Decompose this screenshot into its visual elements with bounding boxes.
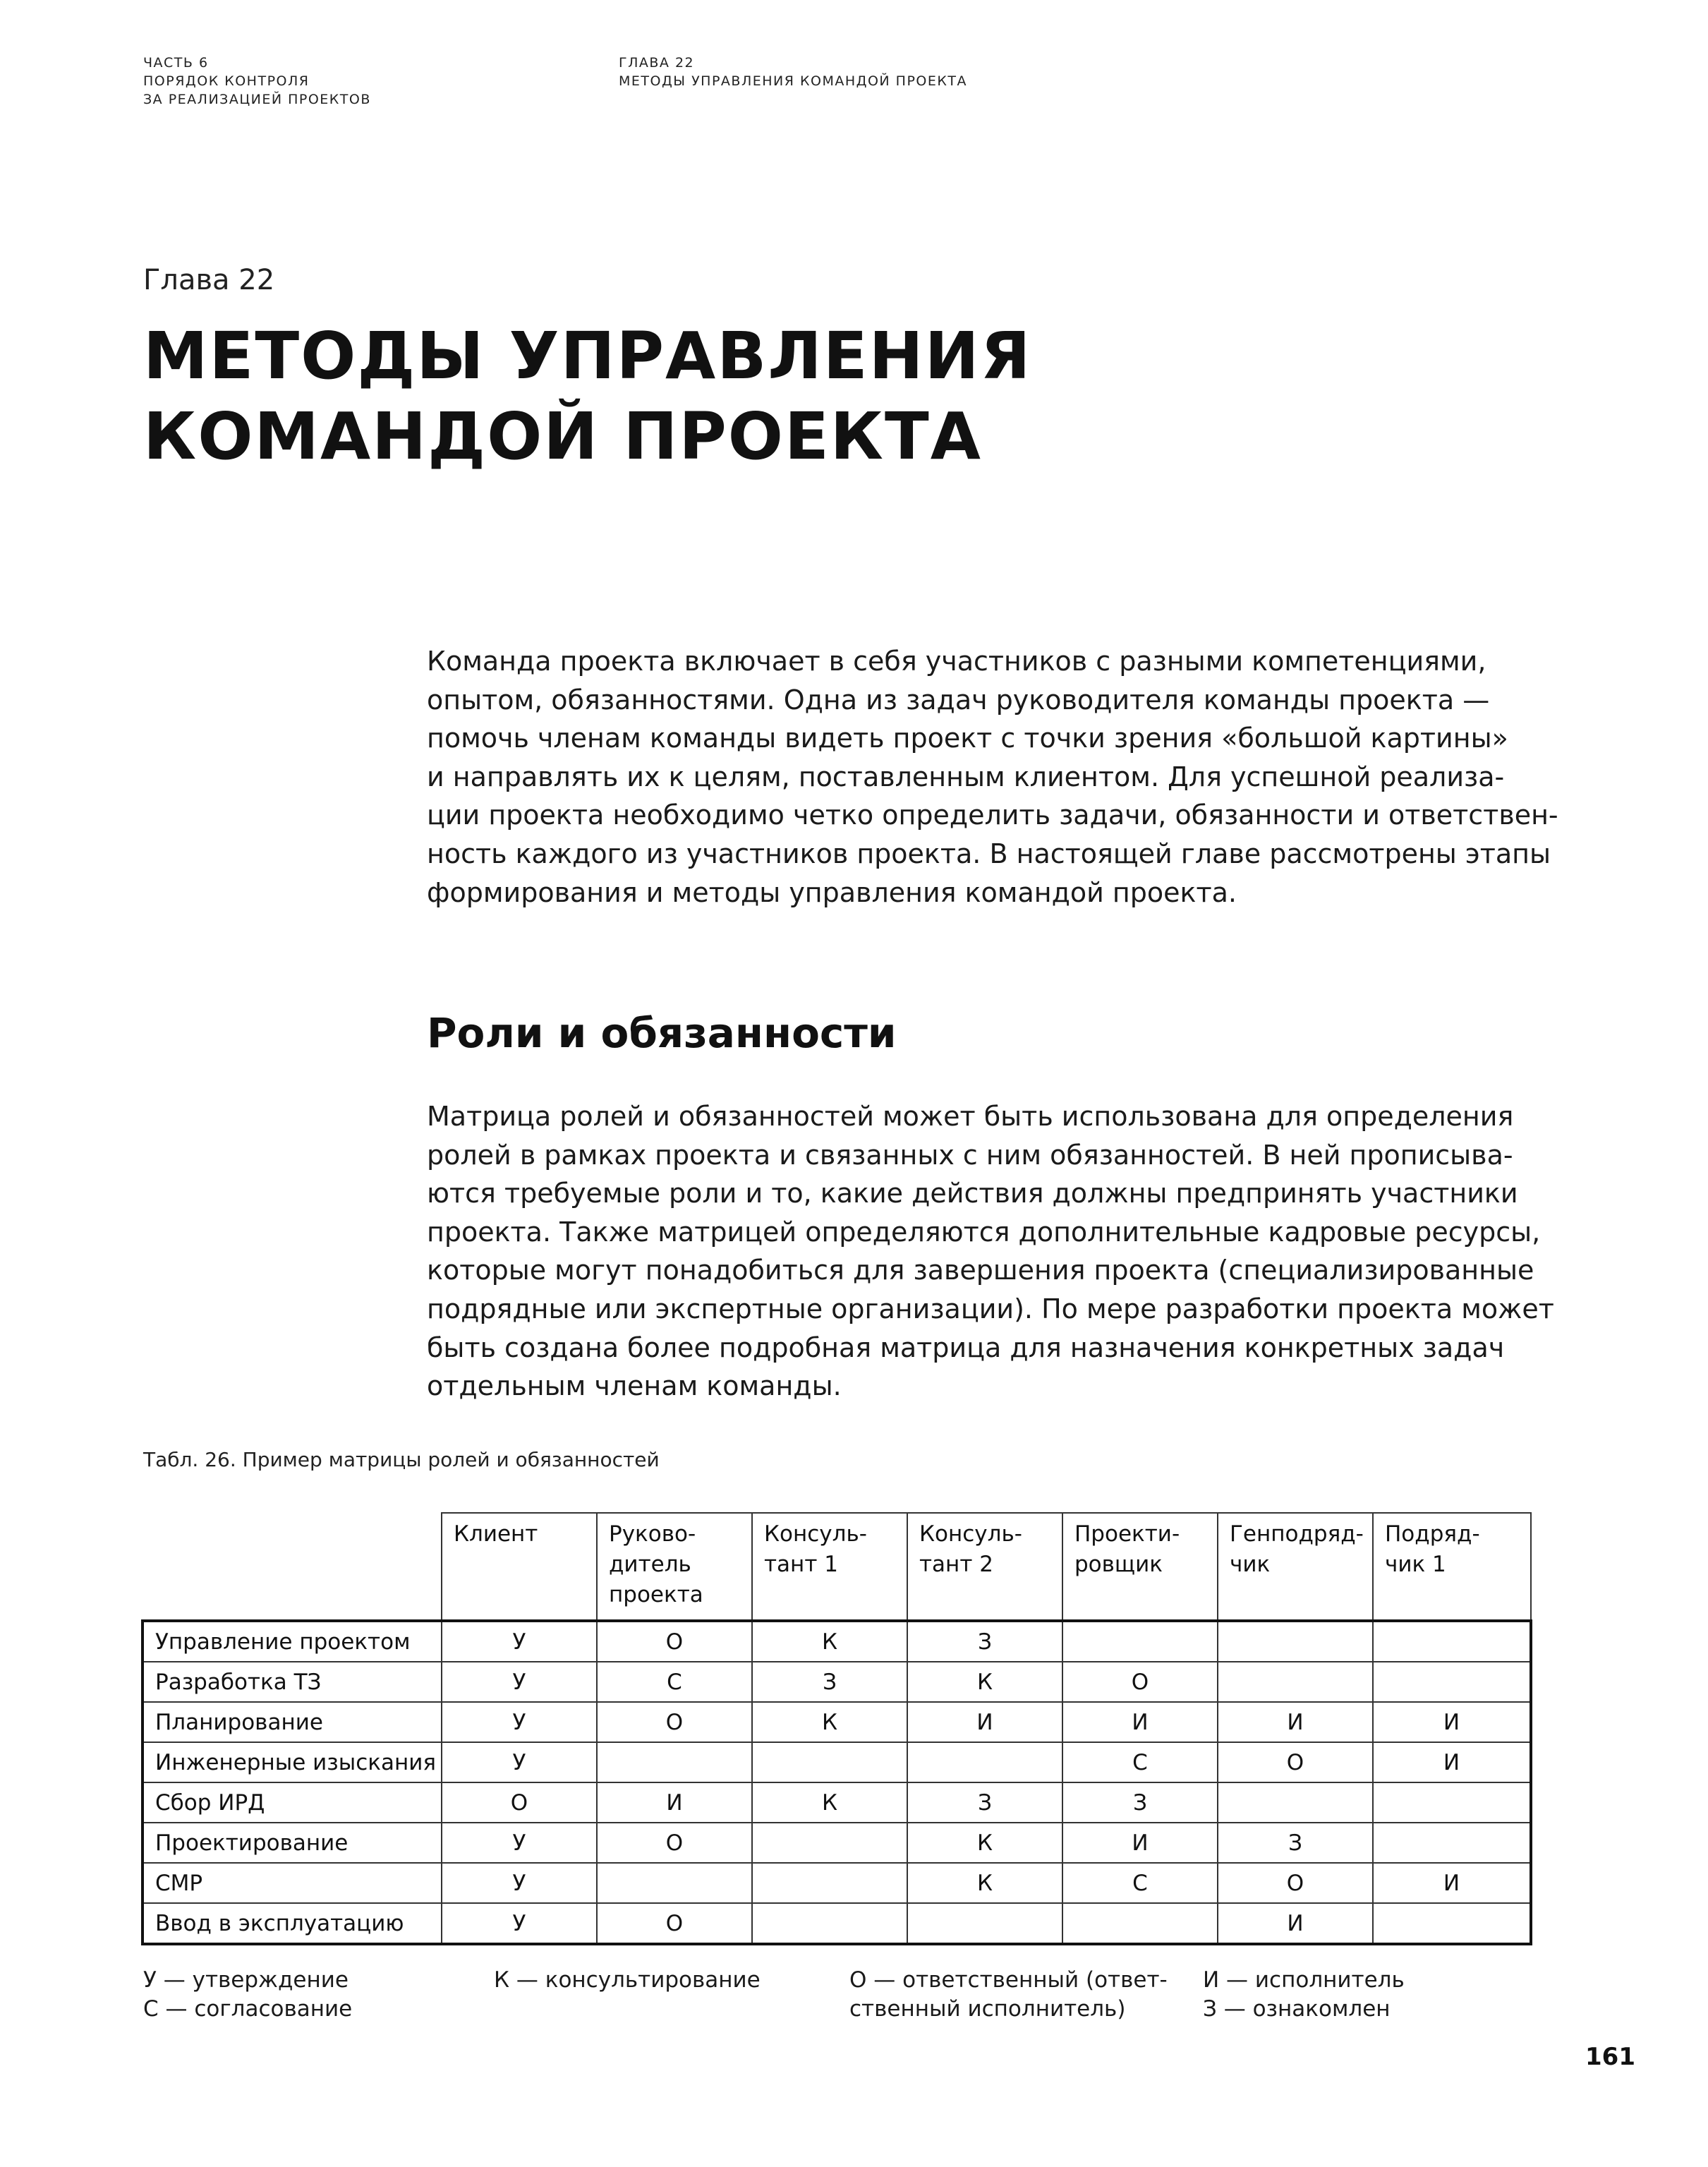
text-line: ность каждого из участников проекта. В настоящей главе рассмотрены этапы <box>427 838 1551 869</box>
running-header-part <box>143 54 371 109</box>
text-line: формирования и методы управления командой проекта. <box>427 876 1237 908</box>
header-line: ЧАСТЬ 6 <box>143 55 209 71</box>
text-line: быть создана более подробная матрица для назначения конкретных задач <box>427 1332 1505 1363</box>
table-cell: И <box>1373 1863 1531 1903</box>
table-cell <box>752 1823 907 1863</box>
row-label: Разработка ТЗ <box>143 1662 442 1702</box>
table-cell: З <box>1062 1782 1218 1823</box>
table-cell: К <box>752 1702 907 1742</box>
section-heading: Роли и обязанности <box>427 1009 897 1057</box>
table-cell: З <box>907 1782 1062 1823</box>
table-cell: У <box>442 1742 597 1782</box>
text-line: ются требуемые роли и то, какие действия должны предпринять участники <box>427 1178 1518 1209</box>
table-cell: С <box>1062 1742 1218 1782</box>
legend-item: ственный исполнитель) <box>849 1996 1126 2022</box>
row-label: Управление проектом <box>143 1621 442 1662</box>
table-cell: И <box>1218 1702 1373 1742</box>
table-cell <box>1373 1621 1531 1662</box>
chapter-label: Глава 22 <box>143 264 275 296</box>
row-label: Ввод в эксплуатацию <box>143 1903 442 1944</box>
header-line: ПОРЯДОК КОНТРОЛЯ <box>143 73 310 89</box>
text-line: помочь членам команды видеть проект с точки зрения «большой картины» <box>427 723 1508 754</box>
legend-column <box>849 1966 1168 2024</box>
table-cell <box>752 1742 907 1782</box>
legend-item: З — ознакомлен <box>1203 1996 1391 2022</box>
table-cell: О <box>597 1903 752 1944</box>
text-line: проекта. Также матрицей определяются дополнительные кадровые ресурсы, <box>427 1216 1541 1248</box>
header-line: ЗА РЕАЛИЗАЦИЕЙ ПРОЕКТОВ <box>143 92 371 107</box>
text-line: которые могут понадобиться для завершения проекта (специализированные <box>427 1255 1534 1286</box>
table-cell <box>1218 1662 1373 1702</box>
table-header-row <box>143 1513 1531 1621</box>
table-cell: У <box>442 1903 597 1944</box>
legend-column <box>494 1966 761 1995</box>
text-line: ции проекта необходимо четко определить задачи, обязанности и ответствен- <box>427 799 1558 831</box>
legend-item: О — ответственный (ответ- <box>849 1967 1168 1993</box>
row-label: Сбор ИРД <box>143 1782 442 1823</box>
text-line: Матрица ролей и обязанностей может быть использована для определения <box>427 1101 1514 1132</box>
header-corner <box>143 1513 442 1621</box>
table-row <box>143 1662 1531 1702</box>
text-line: отдельным членам команды. <box>427 1370 842 1402</box>
legend-item: К — консультирование <box>494 1967 761 1993</box>
table-cell: О <box>597 1621 752 1662</box>
table-caption: Табл. 26. Пример матрицы ролей и обязанностей <box>143 1448 660 1471</box>
table-cell <box>1218 1782 1373 1823</box>
table-cell <box>752 1863 907 1903</box>
table-cell: У <box>442 1863 597 1903</box>
table-cell: У <box>442 1823 597 1863</box>
row-label: Инженерные изыскания <box>143 1742 442 1782</box>
table-cell <box>1218 1621 1373 1662</box>
table-row <box>143 1782 1531 1823</box>
text-line: подрядные или экспертные организации). По мере разработки проекта может <box>427 1293 1554 1324</box>
table-cell: У <box>442 1621 597 1662</box>
header-line: ГЛАВА 22 <box>619 55 695 71</box>
table-cell <box>1373 1782 1531 1823</box>
table-cell <box>907 1742 1062 1782</box>
table-row <box>143 1823 1531 1863</box>
table-cell: С <box>1062 1863 1218 1903</box>
row-label: Планирование <box>143 1702 442 1742</box>
table-cell <box>907 1903 1062 1944</box>
section-paragraph <box>427 1097 1554 1406</box>
table-cell: К <box>907 1662 1062 1702</box>
table-cell <box>1373 1903 1531 1944</box>
table-cell: К <box>907 1823 1062 1863</box>
text-line: опытом, обязанностями. Одна из задач руководителя команды проекта — <box>427 684 1490 716</box>
table-cell <box>1062 1903 1218 1944</box>
table-cell: И <box>1218 1903 1373 1944</box>
table-row <box>143 1863 1531 1903</box>
column-header: Консуль- тант 2 <box>907 1513 1062 1621</box>
column-header: Консуль- тант 1 <box>752 1513 907 1621</box>
table-cell: И <box>1062 1823 1218 1863</box>
table-cell: С <box>597 1662 752 1702</box>
table-cell <box>1373 1662 1531 1702</box>
table-cell: О <box>442 1782 597 1823</box>
table-cell <box>597 1742 752 1782</box>
intro-paragraph <box>427 642 1558 912</box>
table-cell: О <box>1218 1863 1373 1903</box>
page-number: 161 <box>1585 2043 1635 2071</box>
table-row <box>143 1742 1531 1782</box>
table-cell <box>597 1863 752 1903</box>
table-cell: К <box>752 1782 907 1823</box>
text-line: Команда проекта включает в себя участников с разными компетенциями, <box>427 646 1486 677</box>
legend-item: У — утверждение <box>143 1967 349 1993</box>
table-cell <box>1062 1621 1218 1662</box>
table-cell: К <box>752 1621 907 1662</box>
row-label: Проектирование <box>143 1823 442 1863</box>
column-header: Подряд- чик 1 <box>1373 1513 1531 1621</box>
table-cell: И <box>1373 1702 1531 1742</box>
table-cell: У <box>442 1662 597 1702</box>
table-cell <box>1373 1823 1531 1863</box>
table-cell: З <box>1218 1823 1373 1863</box>
header-line: МЕТОДЫ УПРАВЛЕНИЯ КОМАНДОЙ ПРОЕКТА <box>619 73 967 89</box>
legend-column <box>143 1966 352 2024</box>
table-cell: И <box>597 1782 752 1823</box>
legend-item: И — исполнитель <box>1203 1967 1405 1993</box>
table-cell: О <box>597 1702 752 1742</box>
text-line: ролей в рамках проекта и связанных с ним обязанностей. В ней прописыва- <box>427 1139 1513 1171</box>
table-cell: У <box>442 1702 597 1742</box>
roles-matrix-table <box>141 1512 1532 1945</box>
text-line: и направлять их к целям, поставленным клиентом. Для успешной реализа- <box>427 761 1505 792</box>
column-header: Генподряд- чик <box>1218 1513 1373 1621</box>
column-header: Клиент <box>442 1513 597 1621</box>
table-row <box>143 1903 1531 1944</box>
legend-column <box>1203 1966 1405 2024</box>
table-cell: З <box>907 1621 1062 1662</box>
table-cell: О <box>1218 1742 1373 1782</box>
table-cell: О <box>597 1823 752 1863</box>
row-label: СМР <box>143 1863 442 1903</box>
legend-item: С — согласование <box>143 1996 353 2022</box>
table-row <box>143 1702 1531 1742</box>
chapter-title: МЕТОДЫ УПРАВЛЕНИЯ КОМАНДОЙ ПРОЕКТА <box>143 318 1032 474</box>
table-row <box>143 1621 1531 1662</box>
table-cell: З <box>752 1662 907 1702</box>
table-cell: И <box>1062 1702 1218 1742</box>
table-cell: И <box>907 1702 1062 1742</box>
column-header: Проекти- ровщик <box>1062 1513 1218 1621</box>
table-cell: И <box>1373 1742 1531 1782</box>
table-cell: К <box>907 1863 1062 1903</box>
running-header-chapter <box>619 54 967 90</box>
table-cell <box>752 1903 907 1944</box>
table-cell: О <box>1062 1662 1218 1702</box>
column-header: Руково- дитель проекта <box>597 1513 752 1621</box>
